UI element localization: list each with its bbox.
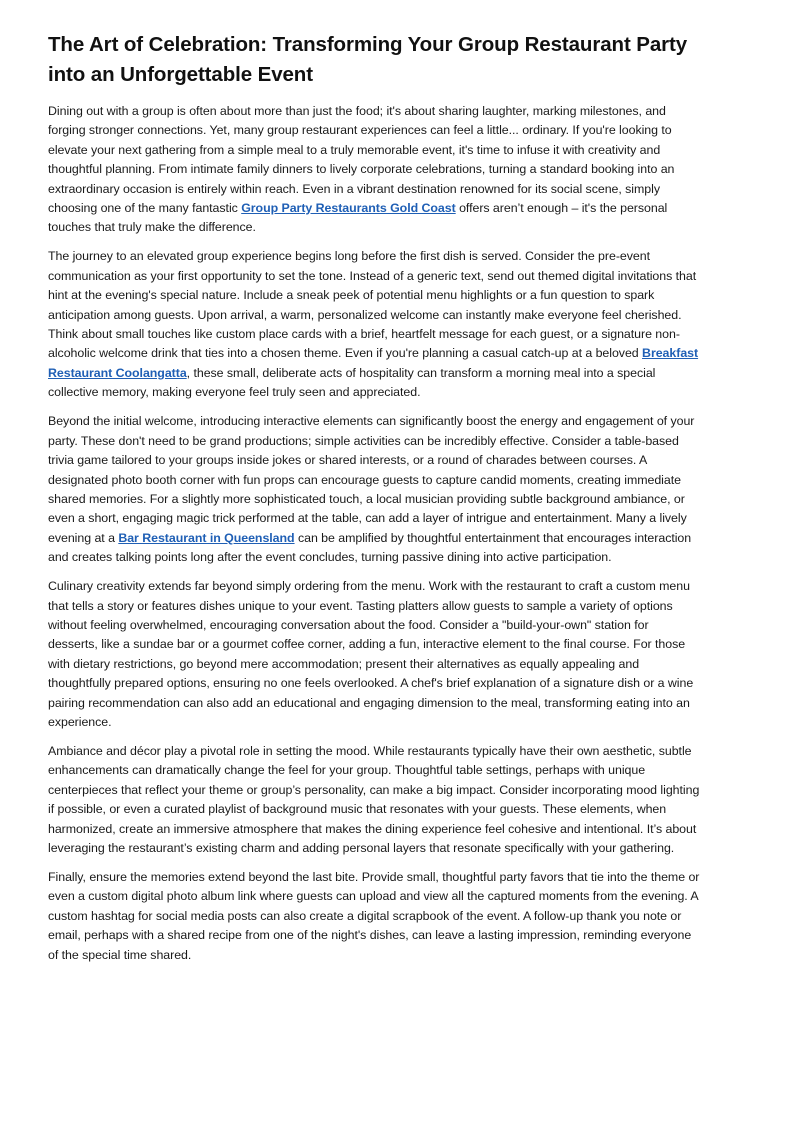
paragraph-culinary: Culinary creativity extends far beyond simply ordering from the menu. Work with the restaurant to craft a custom menu that tells a story or features dishes unique to your event. Tasting platters allow guests to sample a variety of options without feeling overwhelmed, encouraging conversation about the food. Consider a "build-your-own" station for desserts, like a sundae bar or a gourmet coffee corner, adding a fun, interactive element to the final course. For those with dietary restrictions, go beyond mere accommodation; present their alternatives as equally appealing and thoughtfully prepared options, ensuring no one feels overlooked. A chef's brief explanation of a signature dish or a wine pairing recommendation can also add an educational and engaging dimension to the meal, transforming eating into an experience.	[48, 579, 694, 729]
paragraph-text: Dining out with a group is often about more than just the food; it's about sharing laughter, marking milestones, and forging stronger connections. Yet, many group restaurant experiences can feel a little... ordinary. If you're looking to elevate your next gathering from a simple meal to a truly memorable event, it's time to infuse it with creativity and thoughtful planning. From intimate family dinners to lively corporate celebrations, turning a standard booking into an extraordinary occasion is entirely within reach. Even in a vibrant destination renowned for its social scene, simply choosing one of the many fantastic	[48, 104, 675, 216]
paragraph-text: The journey to an elevated group experience begins long before the first dish is served. Consider the pre-event communication as your first opportunity to set the tone. Instead of a generic text, send out themed digital invitations that hint at the evening's special nature. Include a sneak peek of potential menu highlights or a fun question to spark anticipation among guests. Upon arrival, a warm, personalized welcome can instantly make everyone feel cherished. Think about small touches like custom place cards with a brief, heartfelt message for each guest, or a signature non-alcoholic welcome drink that ties into a chosen theme. Even if you're planning a casual catch-up at a beloved	[48, 249, 697, 361]
paragraph-pre-event	[48, 247, 700, 402]
paragraph-text: Beyond the initial welcome, introducing interactive elements can significantly boost the energy and engagement of your party. These don't need to be grand productions; simple activities can be incredibly effective. Consider a table-based trivia game tailored to your groups inside jokes or shared interests, or a round of charades between courses. A designated photo booth corner with fun props can encourage guests to capture candid moments, creating immediate shared memories. For a slightly more sophisticated touch, a local musician providing subtle background ambiance, or even a short, engaging magic trick performed at the table, can add a layer of intrigue and entertainment. Many a lively evening at a	[48, 414, 695, 545]
page-title: The Art of Celebration: Transforming Your Group Restaurant Party into an Unforgettable Event	[48, 33, 688, 86]
link-bar-restaurant[interactable]: Bar Restaurant in Queensland	[118, 530, 295, 545]
paragraph-interactive	[48, 412, 700, 567]
link-group-party-restaurants[interactable]: Group Party Restaurants Gold Coast	[241, 201, 456, 216]
paragraph-text: offers aren’t enough – it's the personal touches that truly make the difference.	[48, 201, 668, 235]
paragraph-ambiance: Ambiance and décor play a pivotal role in setting the mood. While restaurants typically have their own aesthetic, subtle enhancements can dramatically change the feel for your group. Thoughtful table settings, perhaps with unique centerpieces that reflect your theme or group’s personality, can make a big impact. Consider incorporating mood lighting if possible, or even a curated playlist of background music that resonates with your guests. These elements, when harmonized, create an immersive atmosphere that makes the dining experience feel cohesive and intentional. It’s about leveraging the restaurant’s existing charm and adding personal layers that resonate specifically with your gathering.	[48, 743, 700, 855]
paragraph-memories: Finally, ensure the memories extend beyond the last bite. Provide small, thoughtful party favors that tie into the theme or even a custom digital photo album link where guests can upload and view all the captured moments from the evening. A custom hashtag for social media posts can also create a digital scrapbook of the event. A follow-up thank you note or email, perhaps with a shared recipe from one of the night's dishes, can leave a lasting impression, reminding everyone of the special time shared.	[48, 870, 700, 962]
paragraph-text: , these small, deliberate acts of hospitality can transform a morning meal into a special collective memory, making everyone feel truly seen and appreciated.	[48, 365, 656, 400]
paragraph-text: can be amplified by thoughtful entertainment that encourages interaction and creates talking points long after the event concludes, turning passive dining into active participation.	[48, 530, 692, 565]
link-breakfast-restaurant[interactable]: Breakfast Restaurant Coolangatta	[48, 346, 699, 380]
paragraph-intro	[48, 102, 700, 238]
document-page	[48, 30, 700, 975]
